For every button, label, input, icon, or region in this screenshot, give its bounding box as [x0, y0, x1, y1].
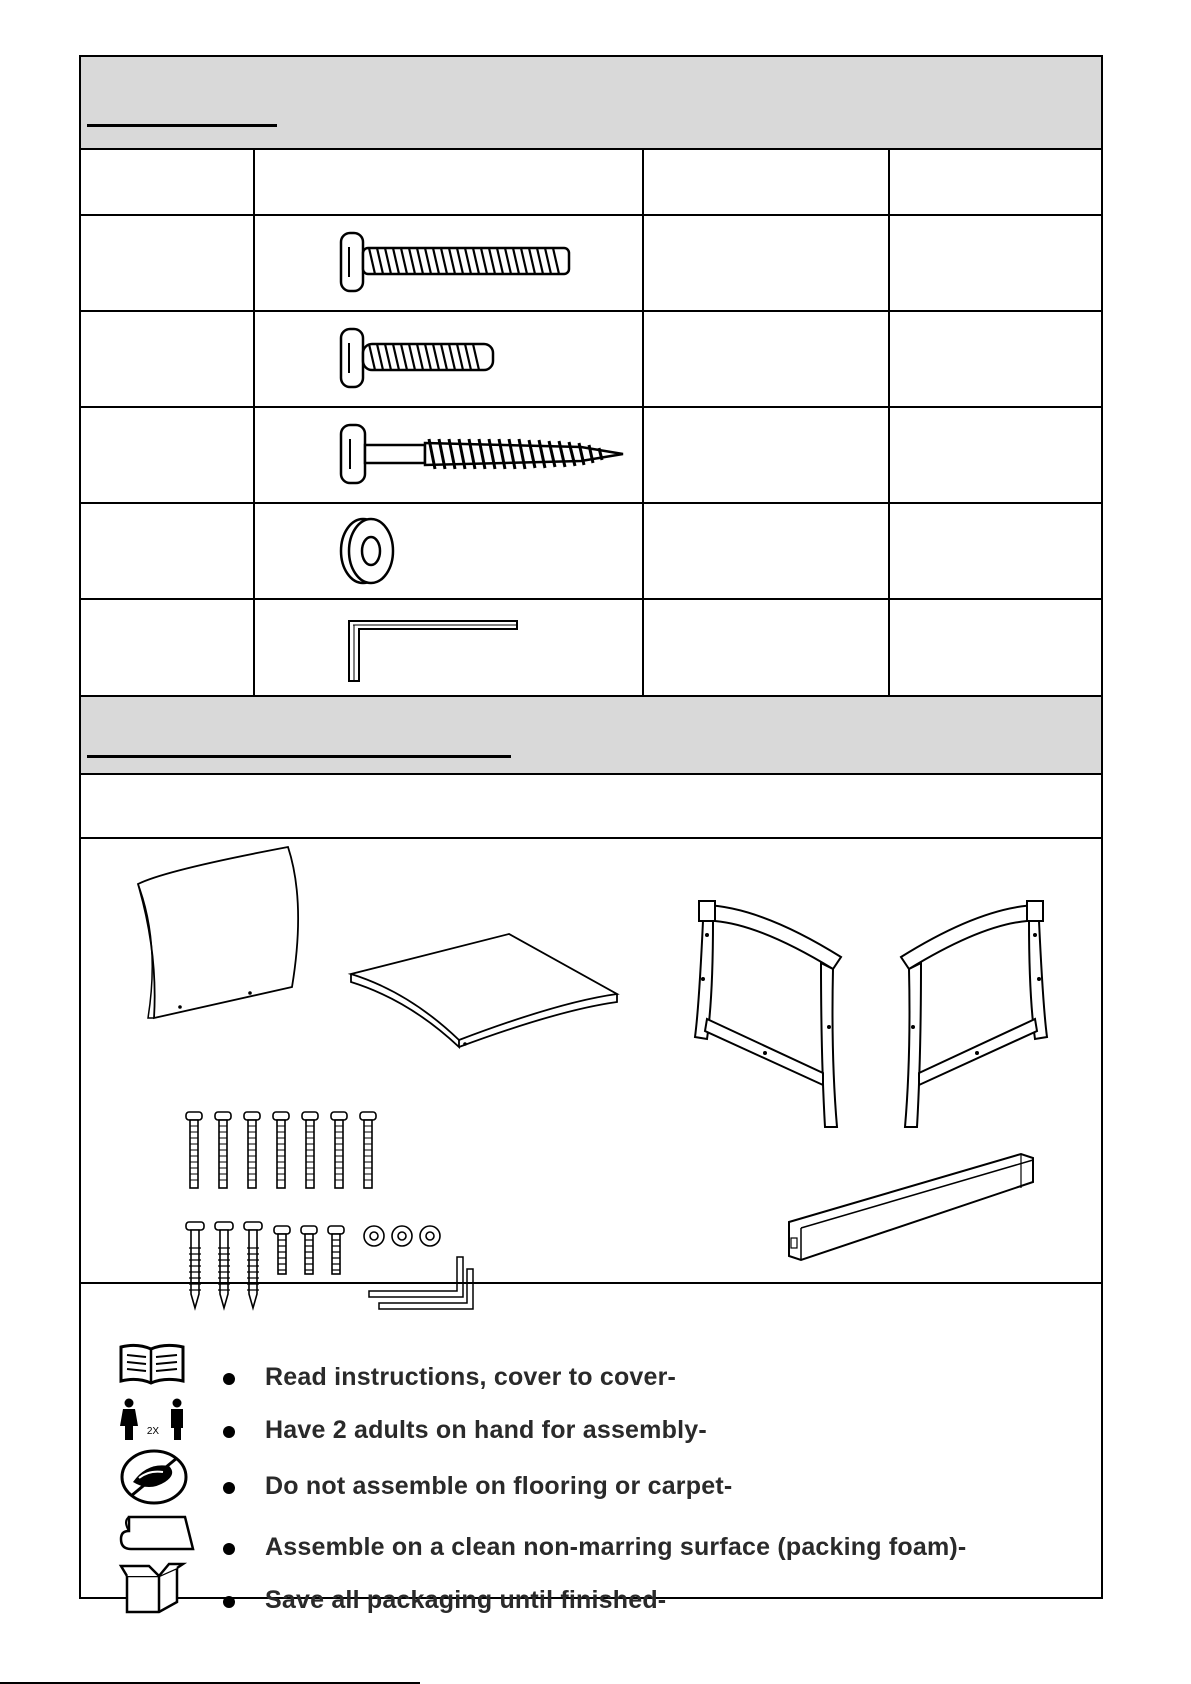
- assembly-notes: [81, 1283, 1101, 1614]
- note-item: [81, 1470, 1101, 1520]
- bullet: [223, 1482, 235, 1494]
- hardware-bolts-icon: [186, 1112, 386, 1192]
- bullet: [223, 1426, 235, 1438]
- note-text: Do not assemble on flooring or carpet-: [265, 1472, 733, 1500]
- note-item: [81, 1531, 1101, 1581]
- note-item: [81, 1584, 1101, 1634]
- table-column-rule: [253, 150, 255, 695]
- instruction-sheet: [79, 55, 1103, 1614]
- parts-header-underline: [87, 755, 511, 758]
- table-rule: [81, 598, 1101, 600]
- box-icon: [119, 1562, 185, 1614]
- instruction-book-icon: [119, 1343, 185, 1387]
- allen-wrench-icon: [339, 613, 519, 683]
- no-carpet-icon: [119, 1448, 189, 1506]
- long-machine-bolt-icon: [341, 229, 581, 293]
- table-column-rule: [642, 150, 644, 695]
- note-text: Read instructions, cover to cover-: [265, 1363, 677, 1391]
- flat-washer-icon: [339, 515, 399, 589]
- cross-bar-icon: [781, 1152, 1041, 1267]
- note-text: Assemble on a clean non-marring surface (packing foam)-: [265, 1533, 967, 1561]
- hardware-header-band: [81, 57, 1101, 150]
- note-item: [81, 1361, 1101, 1411]
- backrest-panel-icon: [136, 842, 316, 1022]
- note-item: [81, 1414, 1101, 1464]
- seat-panel-icon: [349, 932, 629, 1047]
- bullet: [223, 1373, 235, 1385]
- note-text: Have 2 adults on hand for assembly-: [265, 1416, 707, 1444]
- left-side-frame-icon: [691, 897, 861, 1137]
- bullet: [223, 1596, 235, 1608]
- parts-subheader-rule: [81, 837, 1101, 839]
- two-adults-label: 2X: [146, 1426, 160, 1437]
- hardware-washers-icon: [363, 1224, 443, 1250]
- note-text: Save all packaging until finished-: [265, 1586, 667, 1614]
- foam-sheet-icon: [119, 1513, 195, 1553]
- table-rule: [81, 406, 1101, 408]
- table-rule: [81, 502, 1101, 504]
- parts-header-band: [81, 695, 1101, 775]
- short-machine-bolt-icon: [341, 325, 501, 389]
- table-rule: [81, 214, 1101, 216]
- bullet: [223, 1543, 235, 1555]
- right-side-frame-icon: [881, 897, 1051, 1137]
- table-column-rule: [888, 150, 890, 695]
- table-rule: [81, 310, 1101, 312]
- hardware-header-underline: [87, 124, 277, 127]
- wood-screw-icon: [341, 423, 631, 487]
- two-adults-icon: [119, 1398, 189, 1442]
